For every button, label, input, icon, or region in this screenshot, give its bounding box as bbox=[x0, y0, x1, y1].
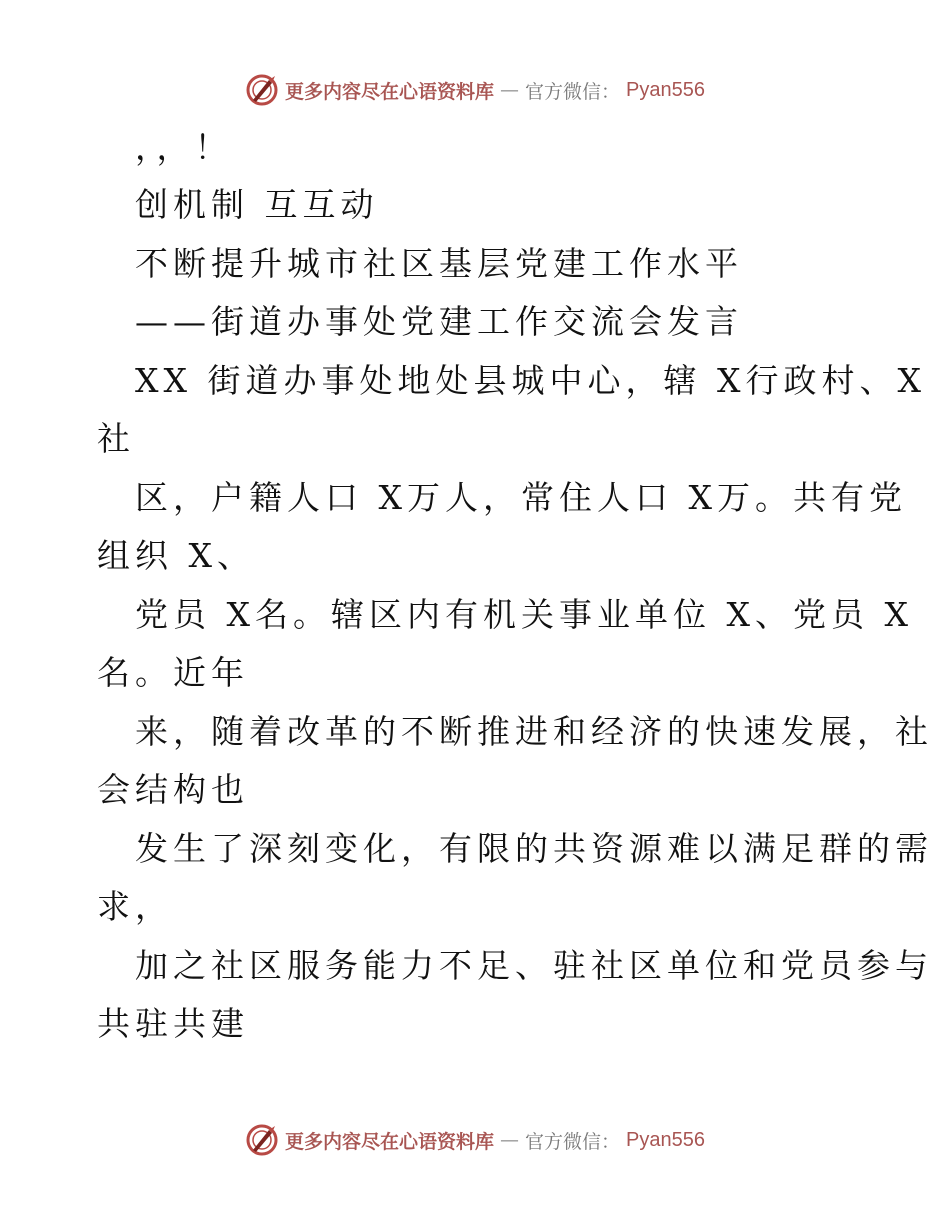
header-brand: 更多内容尽在心语资料库 bbox=[285, 80, 495, 103]
doc-line-16: 共驻共建 bbox=[97, 1004, 249, 1043]
doc-line-11: 来，随着改革的不断推进和经济的快速发展，社 bbox=[135, 712, 933, 751]
doc-line-1: ，，！ bbox=[135, 128, 233, 167]
footer-banner bbox=[0, 1120, 950, 1160]
doc-line-6: 社 bbox=[97, 419, 135, 458]
header-wechat-id: Pyan556 bbox=[626, 78, 705, 101]
doc-line-3: 不断提升城市社区基层党建工作水平 bbox=[135, 244, 743, 283]
doc-line-15: 加之社区服务能力不足、驻社区单位和党员参与 bbox=[135, 946, 933, 985]
footer-wechat-id: Pyan556 bbox=[626, 1128, 705, 1151]
doc-line-7: 区，户籍人口 X万人，常住人口 X万。共有党 bbox=[135, 478, 907, 517]
quill-logo-icon bbox=[245, 73, 279, 107]
doc-line-10: 名。近年 bbox=[97, 653, 249, 692]
header-separator: — bbox=[500, 79, 520, 101]
doc-line-4: ——街道办事处党建工作交流会发言 bbox=[135, 302, 743, 341]
footer-wechat-label: 官方微信： bbox=[525, 1130, 621, 1153]
doc-line-9: 党员 X名。辖区内有机关事业单位 X、党员 X bbox=[135, 595, 913, 634]
doc-line-13: 发生了深刻变化，有限的共资源难以满足群的需 bbox=[135, 829, 933, 868]
doc-line-5: XX 街道办事处地处县城中心，辖 X行政村、X bbox=[135, 361, 926, 400]
header-banner bbox=[0, 70, 950, 110]
quill-logo-icon bbox=[245, 1123, 279, 1157]
doc-line-14: 求， bbox=[97, 887, 173, 926]
header-wechat-label: 官方微信： bbox=[525, 80, 621, 103]
doc-line-12: 会结构也 bbox=[97, 770, 249, 809]
doc-line-8: 组织 X、 bbox=[97, 536, 255, 575]
footer-separator: — bbox=[500, 1129, 520, 1151]
footer-brand: 更多内容尽在心语资料库 bbox=[285, 1130, 495, 1153]
doc-line-2: 创机制 互互动 bbox=[135, 185, 379, 224]
